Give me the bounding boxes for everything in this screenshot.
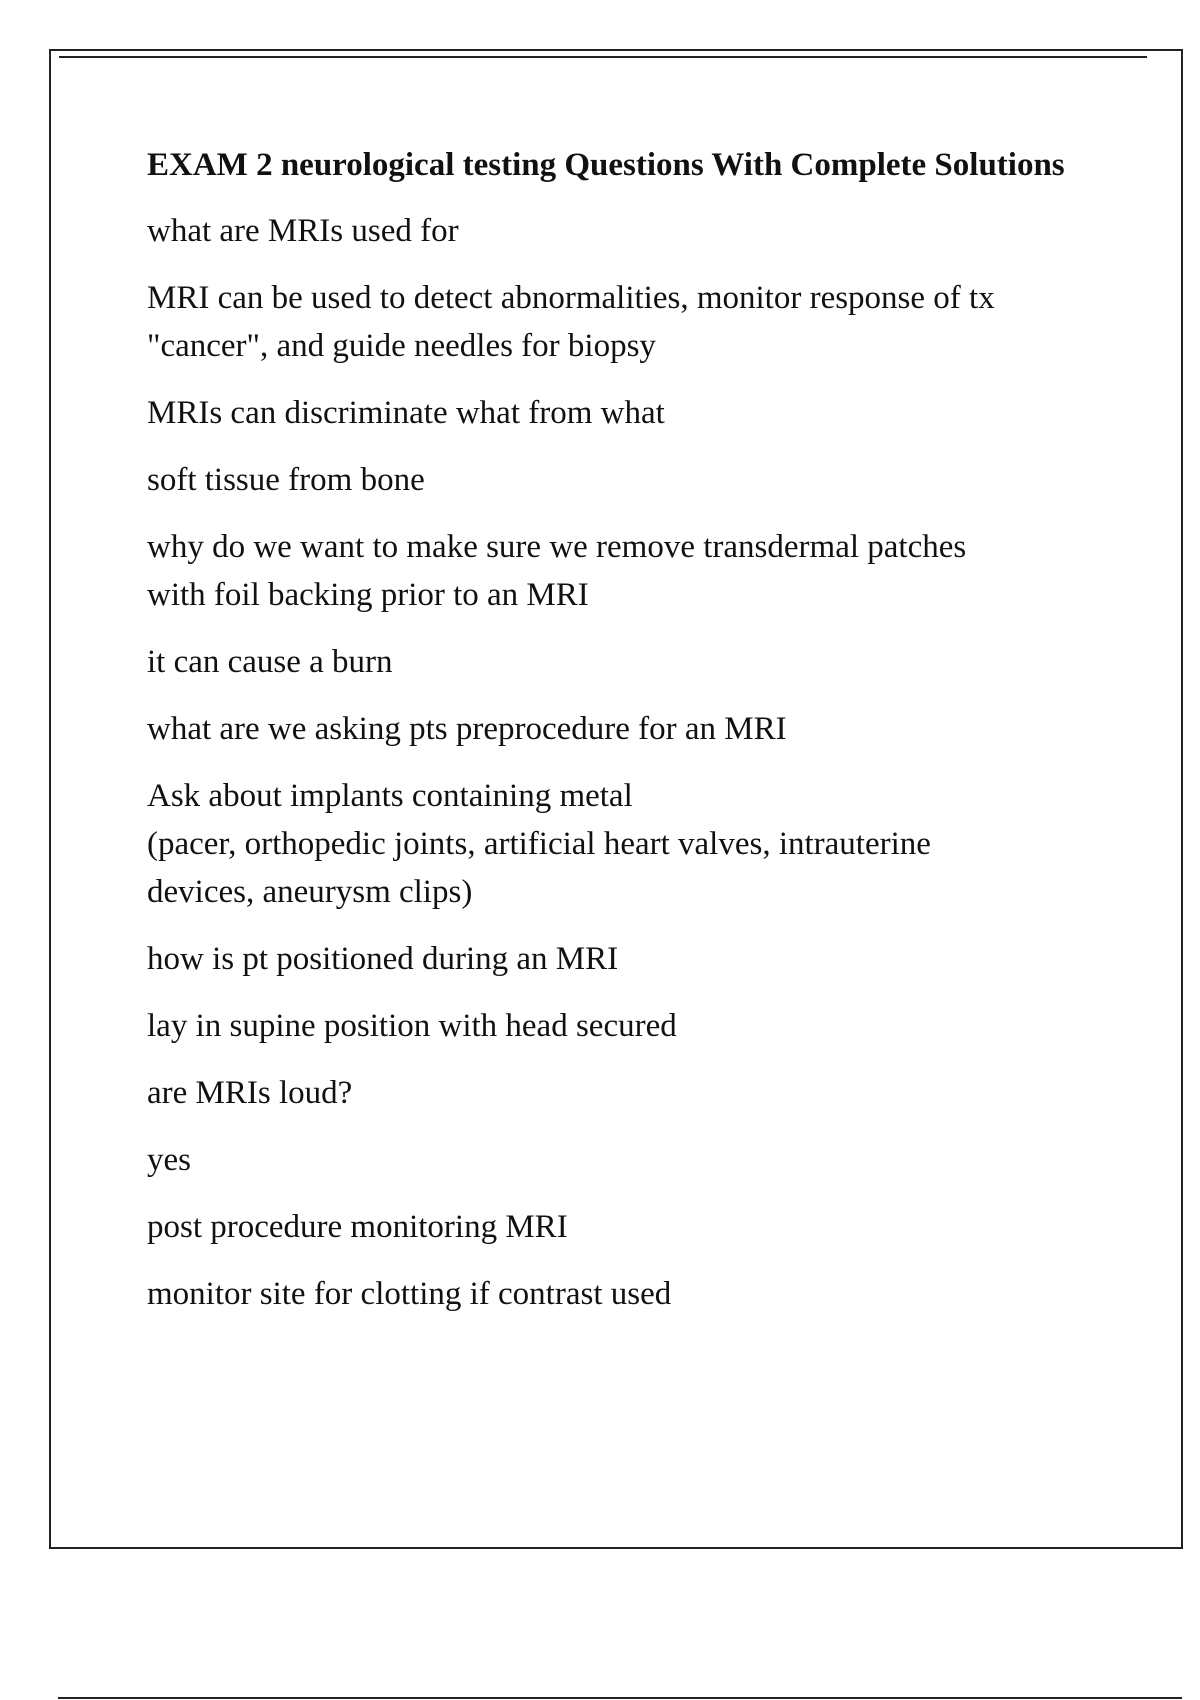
question-7 bbox=[147, 1203, 1137, 1251]
question-4 bbox=[147, 705, 1137, 753]
entry-line: lay in supine position with head secured bbox=[147, 1008, 677, 1044]
footer-rule bbox=[58, 1697, 1182, 1699]
page-frame bbox=[49, 49, 1183, 1549]
answer-5 bbox=[147, 1002, 1137, 1050]
question-2 bbox=[147, 389, 1137, 437]
entry-line: with foil backing prior to an MRI bbox=[147, 577, 589, 613]
entry-line: Ask about implants containing metal bbox=[147, 778, 633, 814]
entry-line: "cancer", and guide needles for biopsy bbox=[147, 328, 656, 364]
entry-line: what are MRIs used for bbox=[147, 213, 459, 249]
answer-3 bbox=[147, 638, 1137, 686]
entry-line: soft tissue from bone bbox=[147, 462, 425, 498]
answer-6 bbox=[147, 1136, 1137, 1184]
answer-2 bbox=[147, 456, 1137, 504]
frame-top-rule bbox=[59, 56, 1147, 58]
question-5 bbox=[147, 935, 1137, 983]
entry-line: (pacer, orthopedic joints, artificial heart valves, intrauterine bbox=[147, 826, 931, 862]
answer-7 bbox=[147, 1270, 1137, 1318]
entry-line: MRIs can discriminate what from what bbox=[147, 395, 665, 431]
entry-line: MRI can be used to detect abnormalities, monitor response of tx bbox=[147, 280, 995, 316]
question-6 bbox=[147, 1069, 1137, 1117]
entry-line: post procedure monitoring MRI bbox=[147, 1209, 568, 1245]
question-3 bbox=[147, 523, 1137, 619]
document-content bbox=[147, 141, 1137, 1337]
entry-line: monitor site for clotting if contrast used bbox=[147, 1276, 672, 1312]
answer-1 bbox=[147, 274, 1137, 370]
question-1 bbox=[147, 207, 1137, 255]
document-title: EXAM 2 neurological testing Questions With Complete Solutions bbox=[147, 147, 1065, 183]
entry-line: why do we want to make sure we remove transdermal patches bbox=[147, 529, 967, 565]
entry-line: what are we asking pts preprocedure for an MRI bbox=[147, 711, 787, 747]
entry-line: devices, aneurysm clips) bbox=[147, 874, 473, 910]
entry-line: yes bbox=[147, 1142, 191, 1178]
entry-line: how is pt positioned during an MRI bbox=[147, 941, 619, 977]
entry-line: are MRIs loud? bbox=[147, 1075, 353, 1111]
entry-line: it can cause a burn bbox=[147, 644, 393, 680]
answer-4 bbox=[147, 772, 1137, 916]
